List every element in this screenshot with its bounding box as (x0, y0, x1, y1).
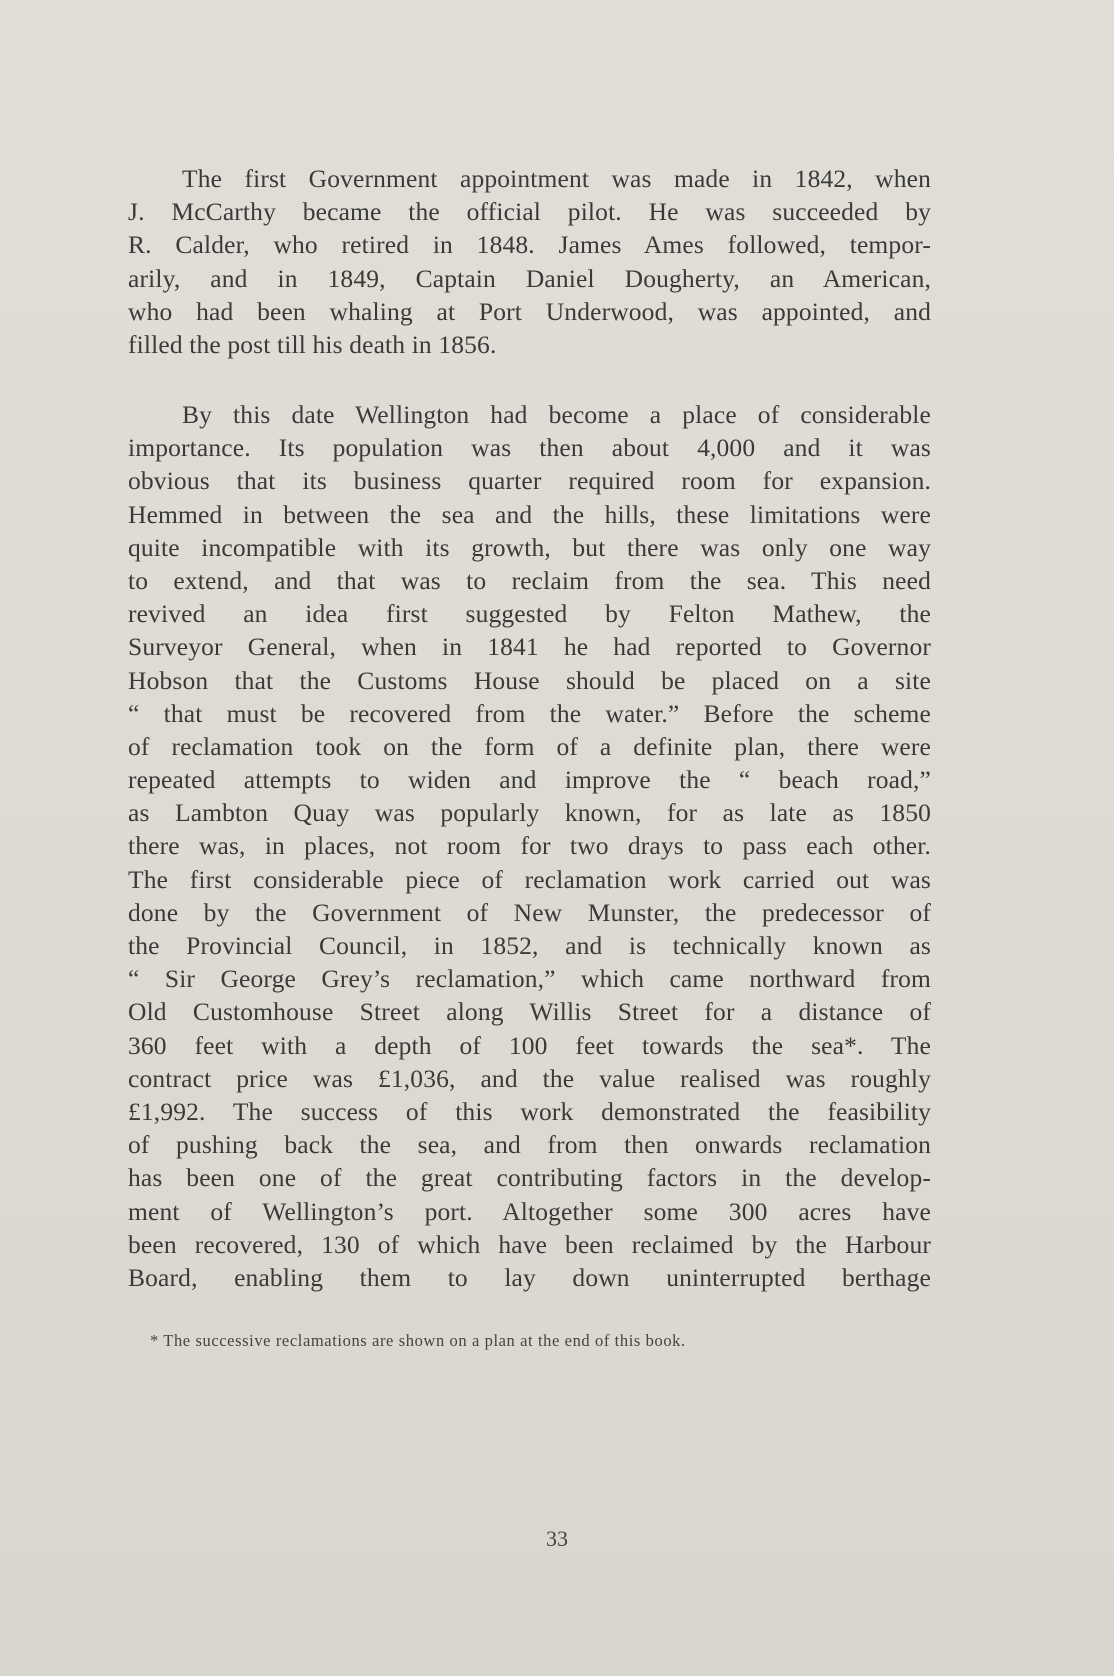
text-line: who had been whaling at Port Underwood, was appointed, and (128, 296, 931, 326)
text-line: contract price was £1,036, and the value realised was roughly (128, 1063, 931, 1093)
text-line: been recovered, 130 of which have been reclaimed by the Harbour (128, 1229, 931, 1259)
text-line: The first considerable piece of reclamation work carried out was (128, 864, 931, 894)
text-line: as Lambton Quay was popularly known, for as late as 1850 (128, 798, 931, 828)
text-line: R. Calder, who retired in 1848. James Ames followed, tempor- (128, 230, 931, 260)
paragraph-reclamation (128, 398, 931, 1294)
footnote: * The successive reclamations are shown on a plan at the end of this book. (150, 1331, 686, 1350)
text-line: of pushing back the sea, and from then onwards reclamation (128, 1130, 931, 1160)
text-line: of reclamation took on the form of a definite plan, there were (128, 731, 931, 761)
text-line: “ Sir George Grey’s reclamation,” which came northward from (128, 964, 931, 994)
text-line: arily, and in 1849, Captain Daniel Dougherty, an American, (128, 263, 931, 293)
text-line: has been one of the great contributing factors in the develop- (128, 1163, 931, 1193)
text-line: to extend, and that was to reclaim from the sea. This need (128, 565, 931, 595)
text-line: done by the Government of New Munster, the predecessor of (128, 897, 931, 927)
text-line: ment of Wellington’s port. Altogether some 300 acres have (128, 1196, 931, 1226)
text-line: revived an idea first suggested by Felton Mathew, the (128, 599, 931, 629)
text-line: By this date Wellington had become a place of considerable (182, 400, 931, 429)
text-line: J. McCarthy became the official pilot. He was succeeded by (128, 197, 931, 227)
text-line: the Provincial Council, in 1852, and is technically known as (128, 931, 931, 960)
text-line: repeated attempts to widen and improve the “ beach road,” (128, 765, 931, 795)
text-line: there was, in places, not room for two drays to pass each other. (128, 831, 931, 861)
text-line: filled the post till his death in 1856. (128, 329, 497, 359)
text-line: The first Government appointment was made in 1842, when (182, 164, 931, 193)
text-line: Old Customhouse Street along Willis Street for a distance of (128, 997, 931, 1027)
text-line: importance. Its population was then about 4,000 and it was (128, 433, 931, 463)
text-line: “ that must be recovered from the water.” Before the scheme (128, 698, 931, 728)
text-line: Hobson that the Customs House should be placed on a site (128, 665, 931, 695)
paragraph-pilot-appointments (128, 162, 931, 361)
text-line: £1,992. The success of this work demonstrated the feasibility (128, 1096, 931, 1126)
text-line: Hemmed in between the sea and the hills, these limitations were (128, 499, 931, 529)
text-line: quite incompatible with its growth, but there was only one way (128, 532, 931, 562)
text-line: Surveyor General, when in 1841 he had reported to Governor (128, 632, 931, 662)
page-number: 33 (546, 1526, 568, 1551)
text-line: obvious that its business quarter required room for expansion. (128, 466, 931, 496)
text-line: 360 feet with a depth of 100 feet towards the sea*. The (128, 1030, 931, 1060)
text-line: Board, enabling them to lay down uninterrupted berthage (128, 1262, 931, 1292)
